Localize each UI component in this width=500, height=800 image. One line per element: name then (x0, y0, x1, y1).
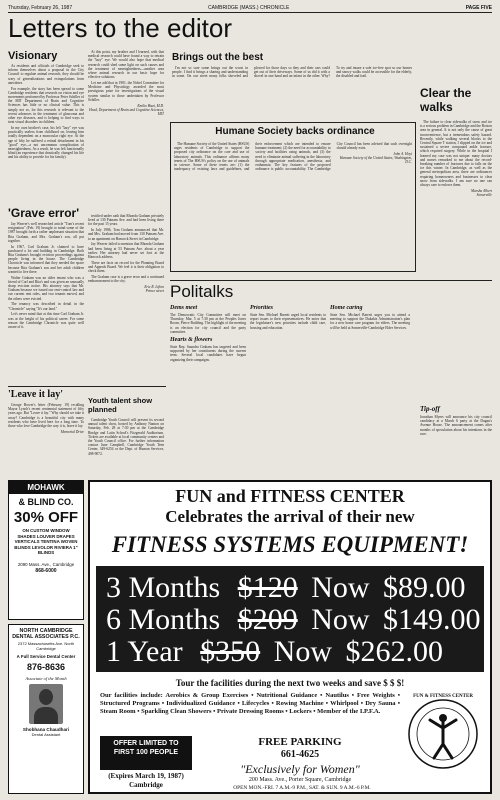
humane-body (174, 142, 412, 268)
leave-text: George Bower's letter (February 19) recalling Mayor Lynch's recent centennial statement of fifty years ago. But "Leave it lay." Why should we take it away? Cambridge is a beautiful city with many residents who have lived here for a long time. To those who love Cambridge the way it is, leave it lay. (8, 403, 84, 429)
mohawk-off-text: ON CUSTOM WINDOW SHADES LOUVER DRAPES VERTICALS TENTINA WOVEN BLINDS LEVOLOR RIVIERA 1" BLINDS (14, 528, 78, 555)
politalks-col2 (250, 305, 326, 445)
grave-signature-title: Prince street (145, 289, 164, 294)
fitness-line3: FITNESS SYSTEMS EQUIPMENT! (111, 532, 469, 557)
home-title: Home caring (330, 305, 363, 311)
masthead: Letters to the editor (8, 13, 233, 43)
offer-term: 1 Year (106, 635, 183, 668)
grave-para: These are facts on record for the Planning Board and Appeals Board. We feel it is their obligation to check them. (88, 260, 164, 274)
leave-body (8, 403, 84, 449)
politalks-col3 (330, 305, 410, 445)
dental-role: Dental Assistant (31, 732, 61, 738)
offer-price: $262.00 (345, 635, 444, 668)
fitness-logo-text: FUN & FITNESS CENTER (413, 694, 473, 699)
grave-signature: Eric R. Lifton (144, 285, 164, 290)
offer-old-price: $350 (200, 635, 261, 668)
offer-box (96, 566, 484, 672)
dental-phone: 876-8636 (26, 662, 66, 673)
leave-title: 'Leave it lay' (8, 389, 63, 400)
visionary-para: At this point, my brother and I learned, with that medical research could have found a way to retrain the "lazy" eye. We would also hope that medical research could shed some light on such causes and the treatment of nearsightedness—another area where animal research in our basic hope for effective solutions. (88, 50, 164, 80)
visionary-para: Let me add that in 1981, the Nobel Committee for Medicine and Physiology awarded the most prestigious prize for investigations of the visual system similar to those undertaken by Professor Schiller. (88, 81, 164, 102)
humane-text: The Humane Society of the United States (HSUS) urges residents of Cambridge to support the proposed city ordinance on the care and use of laboratory animals. This ordinance affirms many tenets of The HSUS's policy on the use of animals in science. Some of these tenets are: (1) the inadequacy of existing laws and guidelines, and their enforcement which are intended to ensure humane treatment; (2) the need for accountability to society and facilities using animals, and (3) the need to eliminate animal suffering in the laboratory through appropriate medication, anesthesia, and euthanasia. The key features of the proposed ordinance is public accountability. The Cambridge City Council has been advised that such oversight should already exist. (174, 142, 412, 172)
visionary-body-col2 (88, 50, 164, 210)
hearts-text: State Rep. Saundra Graham has targeted and been supported by her constituents during the current term. Several local candidates have begun organizing their campaigns. (170, 345, 246, 362)
humane-signature: John A. Hoyt (393, 152, 412, 156)
offer-term: 6 Months (106, 603, 221, 636)
grave-para: testified under oath that Rhonda Graham privately lived at 130 Putnam Ave. and had been living there for the past 15 years. (88, 214, 164, 227)
offer-old-price: $209 (237, 603, 298, 636)
fitness-includes: Our facilities include: Aerobics & Group Exercises • Nutritional Guidance • Nautilus • Free Weights • Structured Programs • Individualized Guidance • Lifecycles • Rowing Machine • Whirlpool • Dry Sauna • Steam Room • Sparkling Clean Showers • Private Dressing Rooms • Lockers • Member of the I.P.F.A. (100, 692, 400, 715)
header-paper: CAMBRIDGE (MASS.) CHRONICLE (208, 5, 290, 11)
offer-price: $149.00 (383, 603, 481, 636)
clear-text: The failure to clear sidewalks of snow and ice is a serious problem in Cambridge and the Boston area in general. It is not only the cause of great inconvenience, but a tremendous safety hazard. Recently, while walking several blocks to the Central Square T station, I slipped on the ice and sustained a severe compound ankle fracture, which required surgery. While in the hospital I learned my case was not unique: many doctors and nurses remarked to me about the record-breaking number of fractures due to falls on the ice this winter. In Cambridge, as well as the general metropolitan area, there are ordinances requiring homeowners and businesses to clear snow from sidewalks. I am sure no one can always care to enforce them. (420, 120, 492, 188)
offer-price: $89.00 (383, 571, 466, 604)
youth-body (88, 418, 164, 476)
grave-body-col2 (88, 214, 164, 382)
offer-now: Now (311, 571, 370, 604)
humane-signature-title: Humane Society of the United States, Washington, D.C. (339, 156, 412, 165)
offer-old-price: $120 (237, 571, 298, 604)
clear-signature-title: Somerville (476, 193, 492, 198)
hearts-title: Hearts & flowers (170, 337, 213, 344)
mohawk-phone: 868-6000 (35, 567, 57, 574)
youth-text: Cambridge Youth Council will present its second annual talent show, hosted by Anthony Nanton on Saturday, Feb. 28 at 7:30 pm at the Cambridge Rindge and Latin School's Fitzgerald Auditorium. Tickets are available at local community centers and the Youth Council office. For further information contact June Campbell, Cambridge Youth Teen Center, 349-6254 or the Dept. of Human Services, 498-9072. (88, 418, 164, 456)
leave-signature: Memorial Drive (60, 429, 84, 434)
dental-name: Shobhana Chaudhari (22, 727, 70, 733)
clear-body (420, 120, 492, 392)
priorities-text: State Sen. Michael Barrett urged local residents to report issues to their representatives. He notes that the legislature's new priorities include child care, housing and education. (250, 313, 326, 330)
fitness-tour: Tour the facilities during the next two weeks and save $ $ $! (175, 678, 405, 688)
fitness-exclusive: "Exclusively for Women" (240, 762, 360, 776)
visionary-signature: Emilio Bizzi, M.D. (137, 103, 164, 108)
home-text: State Sen. Michael Barrett urges you to attend a meeting to support the Dukakis Administration's plan for a new home care program for elders. The meeting will be held at Somerville-Cambridge Elder Services. (330, 313, 410, 330)
visionary-para: As residents and officials of Cambridge seek to inform themselves about a proposal in the City Council to regulate animal research, they should be wary of generalizations and extrapolations from anecdotes. (8, 64, 84, 85)
fitness-logo-icon (406, 692, 480, 772)
fitness-address: 200 Mass. Ave., Porter Square, Cambridge (248, 777, 352, 783)
mohawk-logo: MOHAWK (9, 481, 83, 494)
rungs-body (172, 66, 412, 122)
grave-para: Walter Graham was an older tenant who was a friend of Carl and Rita's and was given an unusually sharp eviction notice. His attorney says that Mr. Graham because we issued our rent-control law and our current rent rules, and two tenants moved, and the others were evicted. (8, 275, 84, 301)
grave-para: Let's never mind that at this time Carl Graham Jr. was at the height of his political career. For some reason the Cambridge Chronicle was quite well aware of it. (8, 312, 84, 330)
mohawk-blind: & BLIND CO. (18, 497, 74, 507)
dental-address: 2372 Massachusetts Ave. North Cambridge (17, 640, 75, 651)
grave-title: 'Grave error' (8, 206, 80, 219)
rungs-title: Brings out the best (172, 52, 264, 63)
header-page: PAGE FIVE (465, 5, 492, 11)
politalks-masthead: Politalks (170, 282, 234, 301)
fitness-hours: OPEN MON.-FRI. 7 A.M.-9 P.M., SAT. & SUN. 9 A.M.-6 P.M. (233, 785, 371, 791)
fitness-offer-box (100, 736, 192, 770)
dems-title: Dems meet (170, 305, 198, 311)
clear-title: Clear the walks (420, 86, 472, 114)
visionary-signature-title: Head, Department of Brain and Cognitive Sciences, MIT (89, 107, 164, 117)
mohawk-off: 30% OFF (13, 509, 79, 526)
tipoff-text: Jonathan Myers will announce his city council candidacy at a March 6 party at the Dugan's Avenue House. The announcement comes after months of speculation about his intentions in the race. (420, 415, 492, 436)
dental-title: NORTH CAMBRIDGE DENTAL ASSOCIATES P.C. (12, 628, 80, 641)
grave-body (8, 222, 84, 384)
fitness-parking: FREE PARKING (258, 736, 342, 748)
offer-row (106, 636, 476, 668)
fitness-line2: Celebrates the arrival of their new (165, 507, 415, 526)
fitness-city: Cambridge (129, 781, 163, 789)
header-date: Thursday, February 26, 1987 (8, 5, 73, 11)
fitness-phone: 661-4625 (280, 749, 320, 760)
grave-para: In 1967, Carl Graham Jr. claimed to have purchased a lot and building in Cambridge. Both Rita Graham's brought eviction proceedings against people living in the house. The Cambridge Chronicle was informed that they needed the space because Rita Graham's son and her adult children wanted to live there. (8, 244, 84, 274)
grave-para: Jay Weaver's well researched article "Tom's recent resignation" (Feb. 19) brought to mind some of the 1987 brought forth a rather unpleasant situation that Rita Graham, and Mrs. Graham's son, all put together. (8, 222, 84, 243)
visionary-para: For example, the story has been spread to some Cambridge residents that research on vision and eye movements performed by Professor Peter Schiller of the MIT Department of Brain and Cognitive Sciences has little or no clinical value. This is simply not so, for this research is relevant to the recent advances in the treatment of glaucoma and other eye diseases, and is helping to find ways to treat visual disorders in children. (8, 86, 84, 125)
fitness-offer: OFFER LIMITED TO FIRST 100 PEOPLE (113, 740, 179, 756)
grave-para: In July 1986, Tom Graham announced that Mr. and Mrs. Graham had moved from 130 Putnam Ave. to an apartment on Hancock Street in Cambridge. (88, 228, 164, 241)
grave-para: The tenancy was described in detail in the "Chronicle" saying "It's our land." (8, 302, 84, 311)
offer-row (106, 572, 476, 604)
fitness-logo (406, 692, 480, 772)
grave-para: The Graham case is a grave error and a continued embarrassment to the city. (88, 275, 164, 284)
page-header (8, 4, 492, 12)
grave-para: Jay Weaver failed to mention that Rhonda Graham had been living at 53 Putnam Ave. about a year earlier. Her attorney had never set foot at the Hancock address. (88, 242, 164, 260)
clear-signature: Marsha Albert (471, 188, 492, 193)
dental-sub: A Full Service Dental Center (16, 654, 76, 660)
fitness-ad (88, 480, 492, 794)
fitness-line1: FUN and FITNESS CENTER (175, 486, 405, 506)
avatar (29, 684, 63, 724)
dental-note: Associate of the Month (25, 676, 67, 682)
offer-now: Now (311, 603, 370, 636)
dems-text: The Democratic City Committee will meet on Thursday, Mar. 5 at 7:30 pm at the Peoples Jones Room, Pierce Building. The highlight of the meeting is an election for city council and the party committee. (170, 313, 246, 334)
offer-term: 3 Months (106, 571, 221, 604)
offer-row (106, 603, 481, 636)
offer-now: Now (273, 635, 333, 668)
visionary-title: Visionary (8, 50, 58, 62)
rungs-text: I'm not so sure some brings out the worst in people. I find it brings a sharing and understanding in some. On our street many folks shoveled and plowed for those days so they and their cars could get out of their driveways. Some of us did it with a shovel in one hand and an infant in the other. Why? To try and insure a safe ice-free spot so our homes and snowy walks could be accessible for the elderly, the disabled and frail. (172, 66, 412, 79)
dental-ad (8, 624, 84, 794)
priorities-title: Priorities (250, 305, 274, 311)
mohawk-ad (8, 480, 84, 620)
politalks-col1 (170, 305, 246, 445)
visionary-para: In my own brother's case, his left "lazy" eye was practically useless from childhood on, leaving him totally dependent on a monocular right eye. At the age of fifty he suffered a retinal detachment in his "good" eye—a not uncommon complication of nearsightedness. As a result, he was left functionally blind (an experience that drastically changed his life and his ability to provide for his family). (8, 126, 84, 160)
tipoff (420, 405, 492, 475)
fitness-expires: (Expires March 19, 1987) (108, 772, 184, 780)
humane-title: Humane Society backs ordinance (215, 126, 375, 137)
youth-title: Youth talent show planned (88, 396, 153, 414)
tipoff-title: Tip-off (420, 405, 440, 413)
mohawk-address: 2090 Mass. Ave., Cambridge (17, 561, 75, 567)
